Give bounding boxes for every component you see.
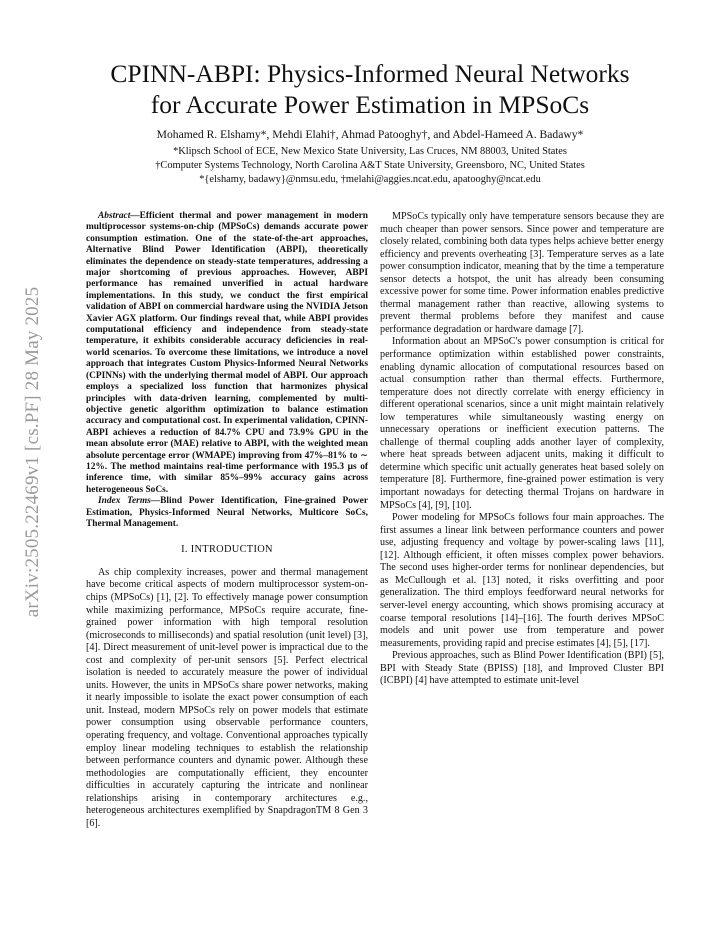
intro-paragraph-4: Power modeling for MPSoCs follows four main approaches. The first assumes a linear link between performance counters and power use, adjusting frequency and voltage by power-scaling laws [11], [12]. Although efficient, it often misses complex power behaviors. The second uses higher-order terms for nonlinear dependencies, but as McCullough et al. [13] noted, it risks overfitting and poor generalization. The third employs feedforward neural networks for server-level energy accounting, which shows promising accuracy at coarse temporal resolutions [14]–[16]. The fourth derives MPSoC models and unit power use from temperature and power measurements, providing rapid and precise estimates [4], [5], [17]. xyxy=(380,512,664,649)
abstract-label: Abstract xyxy=(98,211,131,221)
left-column xyxy=(86,211,368,830)
intro-paragraph-2: MPSoCs typically only have temperature sensors because they are much cheaper than power sensors. Since power and temperature are closely related, combining both data types helps achieve better energy efficiency and prevents overheating [3]. Temperature serves as a late power consumption indicator, meaning that by the time a temperature sensor detects a hotspot, the unit has already been consuming excessive power for some time. Power information enables predictive thermal management rather than reactive, allowing systems to prevent thermal problems before they manifest and cause performance degradation or hardware damage [7]. xyxy=(380,211,664,335)
abstract-text: —Efficient thermal and power management in modern multiprocessor systems-on-chip (MPSoCs) demands accurate power consumption estimation. One of the state-of-the-art approaches, Alternative Blind Power Identification (ABPI), theoretically eliminates the dependence on steady-state temperatures, addressing a major shortcoming of previous approaches. However, ABPI performance has remained unverified in actual hardware implementations. In this study, we conduct the first empirical validation of ABPI on commercial hardware using the NVIDIA Jetson Xavier AGX platform. Our findings reveal that, while ABPI provides computational efficiency and independence from steady-state temperature, it exhibits considerable accuracy deficiencies in real-world scenarios. To overcome these limitations, we introduce a novel approach that integrates Custom Physics-Informed Neural Networks (CPINNs) with the underlying thermal model of ABPI. Our approach employs a specialized loss function that harmonizes physical principles with data-driven learning, complemented by multi-objective genetic algorithm optimization to balance estimation accuracy and computational cost. In experimental validation, CPINN-ABPI achieves a reduction of 84.7% CPU and 73.9% GPU in the mean absolute error (MAE) relative to ABPI, with the weighted mean absolute percentage error (WMAPE) improving from 47%–81% to ∼ 12%. The method maintains real-time performance with 195.3 μs of inference time, with similar 85%–99% accuracy gains across heterogeneous SoCs. xyxy=(86,211,368,495)
author-emails: *{elshamy, badawy}@nmsu.edu, †melahi@aggies.ncat.edu, apatooghy@ncat.edu xyxy=(199,174,541,185)
arxiv-identifier-stamp xyxy=(22,232,44,672)
paper-title-line-1: CPINN-ABPI: Physics-Informed Neural Networks xyxy=(110,59,630,88)
author-list: Mohamed R. Elshamy*, Mehdi Elahi†, Ahmad Patooghy†, and Abdel-Hameed A. Badawy* xyxy=(156,128,584,141)
intro-paragraph-1: As chip complexity increases, power and thermal management have become critical aspects of modern multiprocessor system-on-chips (MPSoCs) [1], [2]. To effectively manage power consumption while maximizing performance, MPSoCs require accurate, fine-grained power information with high temporal resolution (microseconds to milliseconds) and spatial resolution (unit level) [3], [4]. Direct measurement of unit-level power is impractical due to the cost and complexity of per-unit sensors [5]. Perfect electrical isolation is needed to accurately measure the power of individual units. However, the units in MPSoCs share power networks, making it nearly impossible to isolate the exact power consumption of each unit. Instead, modern MPSoCs rely on power models that estimate power consumption using observable performance counters, operating frequency, and voltage. Conventional approaches typically employ linear modeling techniques to establish the relationship between performance counters and dynamic power. Although these methodologies are computationally efficient, they encounter difficulties in accurately capturing the intricate and nonlinear relationships arising in contemporary architectures e.g., heterogeneous architectures exemplified by SnapdragonTM 8 Gen 3 [6]. xyxy=(86,566,368,829)
intro-paragraph-5: Previous approaches, such as Blind Power Identification (BPI) [5], BPI with Steady State (BPISS) [18], and Improved Cluster BPI (ICBPI) [4] have attempted to estimate unit-level xyxy=(380,650,664,687)
index-terms-label: Index Terms xyxy=(98,496,151,507)
paper-title xyxy=(60,58,680,120)
intro-paragraph-3: Information about an MPSoC's power consumption is critical for performance optimization within established power constraints, enabling dynamic allocation of computational resources based on actual consumption rather than thermal effects. Furthermore, temperature does not directly correlate with energy efficiency in different operational scenarios, since a unit might maintain relatively low temperatures while simultaneously wasting energy on unnecessary operations or inefficient execution patterns. The challenge of thermal coupling adds another layer of complexity, where heat spreads between adjacent units, making it difficult to determine which specific unit actually generates heat based solely on temperature [8]. Furthermore, fine-grained power estimation is very important nowadays for detecting thermal Trojans on hardware in MPSoCs [4], [9], [10]. xyxy=(380,336,664,511)
paper-title-line-2: for Accurate Power Estimation in MPSoCs xyxy=(150,90,590,119)
index-terms xyxy=(86,496,368,530)
index-terms-text: —Blind Power Identification, Fine-grained Power Estimation, Physics-Informed Neural Networks, Multicore SoCs, Thermal Management. xyxy=(86,496,368,529)
right-column xyxy=(380,211,664,688)
affiliation-nmsu: *Klipsch School of ECE, New Mexico State University, Las Cruces, NM 88003, United States xyxy=(173,146,567,157)
affiliation-ncat: †Computer Systems Technology, North Carolina A&T State University, Greensboro, NC, United States xyxy=(155,160,585,171)
arxiv-identifier-text: arXiv:2505.22469v1 [cs.PF] 28 May 2025 xyxy=(22,286,43,618)
abstract xyxy=(86,211,368,496)
section-heading-introduction: I. INTRODUCTION xyxy=(181,544,273,556)
